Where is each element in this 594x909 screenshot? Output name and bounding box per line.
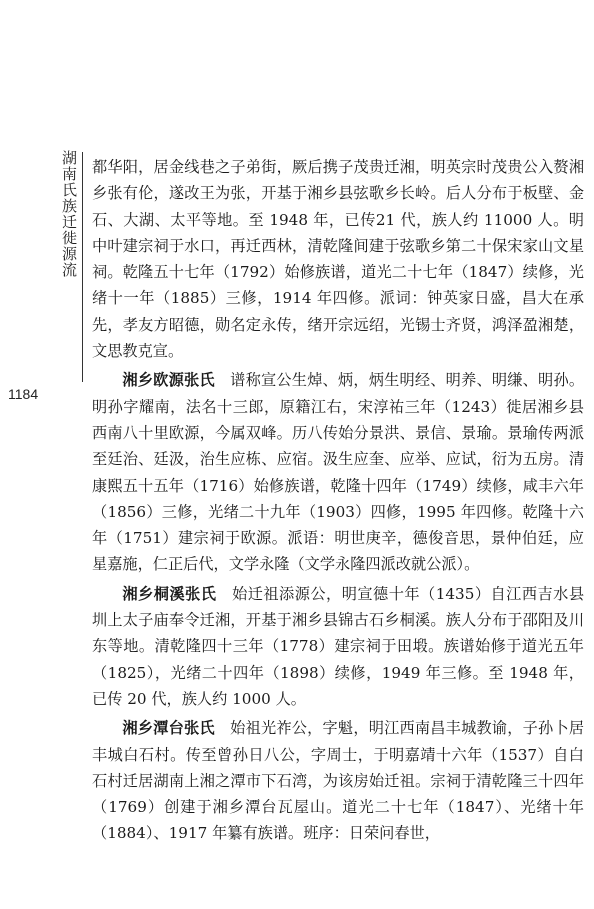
paragraph-text: 都华阳，居金线巷之子弟街，厥后携子茂贵迁湘，明英宗时茂贵公入赘湘乡张有伦，遂改王为张，开基于湘乡县弦歌乡长岭。后人分布于板壁、金石、大湖、太平等地。至 1948 年，已传21 代，族人约 11000 人。明中叶建宗祠于水口，再迁西林，清乾隆间建于弦歌乡第二十保宋家山文星祠。乾隆五十七年（1792）始修族谱，道光二十七年（1847）续修，光绪十一年（1885）三修，1914 年四修。派词：钟英家日盛，昌大在承先，孝友方昭德，勋名定永传，绪开宗远绍，光锡士齐贤，鸿泽盈湘楚，文思教克宣。 (92, 158, 584, 361)
running-header-title: 湖南氏族迁徙源流 (60, 150, 78, 278)
section-heading: 湘乡欧源张氏 (122, 371, 215, 390)
paragraph-ouyuan-zhang (92, 367, 584, 577)
section-heading: 湘乡潭台张氏 (122, 719, 215, 738)
page-number: 1184 (8, 386, 39, 402)
paragraph-continued (92, 154, 584, 364)
paragraph-text: 谱称宣公生焯、炳，炳生明经、明养、明缣、明孙。明孙字耀南，法名十三郎，原籍江右，宋淳祐三年（1243）徙居湘乡县西南八十里欧源，今属双峰。历八传始分景洪、景信、景瑜。景瑜传两派至廷治、廷汲，治生应栋、应宿。汲生应奎、应举、应试，衍为五房。清康熙五十五年（1716）始修族谱，乾隆十四年（1749）续修，咸丰六年（1856）三修，光绪二十九年（1903）四修，1995 年四修。乾隆十六年（1751）建宗祠于欧源。派语：明世庚辛，德俊音思，景仲伯廷，应星嘉施，仁正后代，文学永隆（文学永隆四派改就公派）。 (92, 371, 585, 574)
section-heading: 湘乡桐溪张氏 (122, 584, 217, 603)
paragraph-tantai-zhang (92, 715, 584, 846)
paragraph-text: 始祖光祚公，字魁，明江西南昌丰城教谕，子孙卜居丰城白石村。传至曾孙日八公，字周士，于明嘉靖十六年（1537）自白石村迁居湖南上湘之潭市下石湾，为该房始迁祖。宗祠于清乾隆三十四年（1769）创建于湘乡潭台瓦屋山。道光二十七年（1847）、光绪十年（1884）、1917 年纂有族谱。班序：日荣问春世， (92, 719, 585, 843)
paragraph-tongxi-zhang (92, 581, 584, 712)
body-text (92, 154, 584, 850)
paragraph-text: 始迁祖添源公，明宣德十年（1435）自江西吉水县圳上太子庙奉令迁湘，开基于湘乡县锦古石乡桐溪。族人分布于邵阳及川东等地。清乾隆四十三年（1778）建宗祠于田塅。族谱始修于道光五年（1825），光绪二十四年（1898）续修，1949 年三修。至 1948 年，已传 20 代，族人约 1000 人。 (92, 584, 585, 708)
header-divider (82, 152, 83, 382)
